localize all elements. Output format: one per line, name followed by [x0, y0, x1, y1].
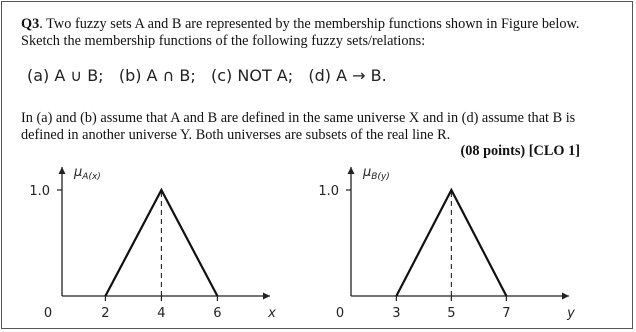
x-tick-label: 2	[101, 306, 110, 321]
x-tick-label: 4	[157, 306, 166, 321]
y-axis-label-base: μ	[74, 165, 83, 180]
x-axis-label: x	[268, 306, 276, 321]
y-axis-arrow	[59, 167, 66, 174]
y-axis-label-sub: A(x)	[82, 172, 101, 182]
x-tick-label: 5	[447, 306, 456, 321]
x-axis-arrow	[562, 293, 569, 300]
membership-chart-a	[0, 160, 300, 330]
y-axis-label-sub: B(y)	[371, 172, 390, 182]
y-axis-label	[73, 165, 101, 182]
question-stem-text: . Two fuzzy sets A and B are represented by the membership functions shown in Figure below. Sketch the membership functions of the following fuzzy sets/relations:	[21, 16, 580, 49]
y-axis-arrow	[348, 167, 355, 174]
y-axis-label	[362, 165, 390, 182]
x-axis-label: y	[567, 306, 575, 321]
x-tick-label: 6	[213, 306, 222, 321]
x-tick-label: 7	[502, 306, 511, 321]
question-stem	[21, 16, 621, 50]
membership-chart-b	[295, 160, 595, 330]
origin-label: 0	[43, 306, 53, 321]
x-axis-arrow	[263, 293, 270, 300]
question-note: In (a) and (b) assume that A and B are defined in the same universe X and in (d) assume that B is defined in another universe Y. Both universes are subsets of the real line R.	[21, 110, 576, 143]
question-number: Q3	[21, 16, 40, 32]
x-tick-label: 3	[392, 306, 401, 321]
y-tick-label: 1.0	[318, 184, 339, 199]
y-tick-label: 1.0	[29, 184, 50, 199]
y-axis-label-base: μ	[363, 165, 372, 180]
points-label: (08 points) [CLO 1]	[460, 143, 580, 159]
question-parts: (a) A ∪ B; (b) A ∩ B; (c) NOT A; (d) A → B.	[27, 66, 387, 85]
origin-label: 0	[335, 306, 345, 321]
